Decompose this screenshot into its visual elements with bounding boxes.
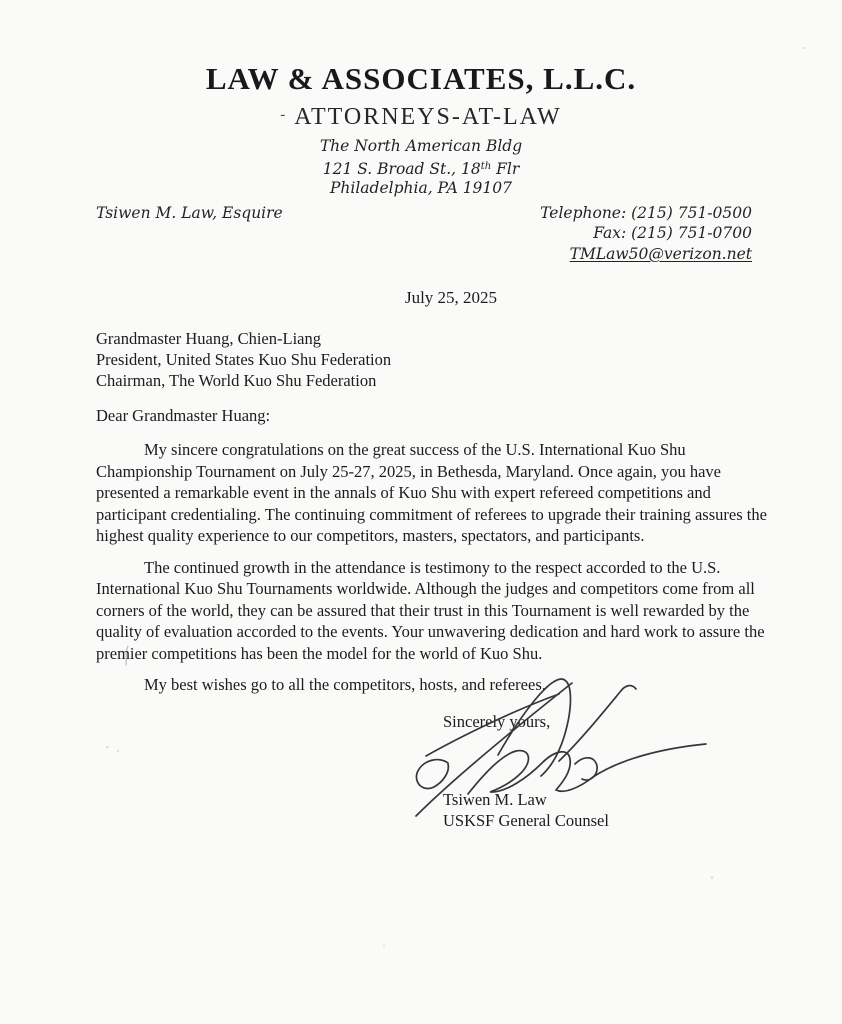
contact-details (540, 203, 752, 265)
paragraph-3: My best wishes go to all the competitors, hosts, and referees. (144, 675, 546, 694)
scan-speck (803, 47, 806, 49)
closing-phrase: Sincerely yours, (443, 711, 551, 731)
address-street: 121 S. Broad St., 18th Flr (322, 159, 520, 178)
scan-speck (106, 746, 109, 748)
signature-scrawl (398, 663, 710, 825)
tagline (0, 102, 842, 130)
tagline-text: ATTORNEYS-AT-LAW (294, 104, 562, 130)
scan-speck (383, 945, 385, 947)
scan-speck (711, 876, 713, 879)
address-city: Philadelphia, PA 19107 (329, 179, 512, 197)
recipient-block (96, 328, 772, 391)
paragraph-2: The continued growth in the attendance is testimony to the respect accorded to the U.S. International Kuo Shu Tournaments worldwide. Although the judges and competitors come from all corners of the world, they can be assured that their trust in this Tournament is well rewarded by the quality of evaluation accorded to the events. Your unwavering dedication and hard work to assure the premier competitions has been the model for the world of Kuo Shu. (96, 557, 765, 663)
fax-line: Fax: (215) 751-0700 (593, 224, 752, 242)
scan-speck (299, 561, 301, 563)
street-ordinal-sup: th (480, 160, 492, 172)
attorney-name: Tsiwen M. Law, Esquire (96, 203, 283, 222)
recipient-line: President, United States Kuo Shu Federation (96, 350, 392, 369)
contact-row (96, 203, 752, 265)
salutation: Dear Grandmaster Huang: (96, 406, 271, 425)
recipient-line: Grandmaster Huang, Chien-Liang (96, 329, 321, 348)
scan-artifact-mark (123, 645, 135, 667)
signer-title: USKSF General Counsel (443, 810, 609, 830)
scan-artifact-dash: - (280, 107, 286, 123)
email-address: TMLaw50@verizon.net (569, 244, 752, 263)
recipient-line: Chairman, The World Kuo Shu Federation (96, 371, 377, 390)
address-building: The North American Bldg (319, 137, 523, 155)
letterhead-address (0, 137, 842, 199)
signer-name: Tsiwen M. Law (443, 789, 547, 809)
letter-date: July 25, 2025 (404, 288, 498, 307)
telephone-line: Telephone: (215) 751-0500 (540, 203, 752, 222)
letterhead (0, 0, 842, 199)
scan-speck (117, 750, 119, 752)
firm-name: LAW & ASSOCIATES, L.L.C. (205, 61, 637, 96)
paragraph-1: My sincere congratulations on the great success of the U.S. International Kuo Shu Championship Tournament on July 25-27, 2025, in Bethesda, Maryland. Once again, you have presented a remarkable event in the annals of Kuo Shu with expert refereed competitions and participant credentialing. The continuing commitment of referees to upgrade their training assures the highest quality experience to our competitors, masters, spectators, and participants. (96, 440, 767, 545)
